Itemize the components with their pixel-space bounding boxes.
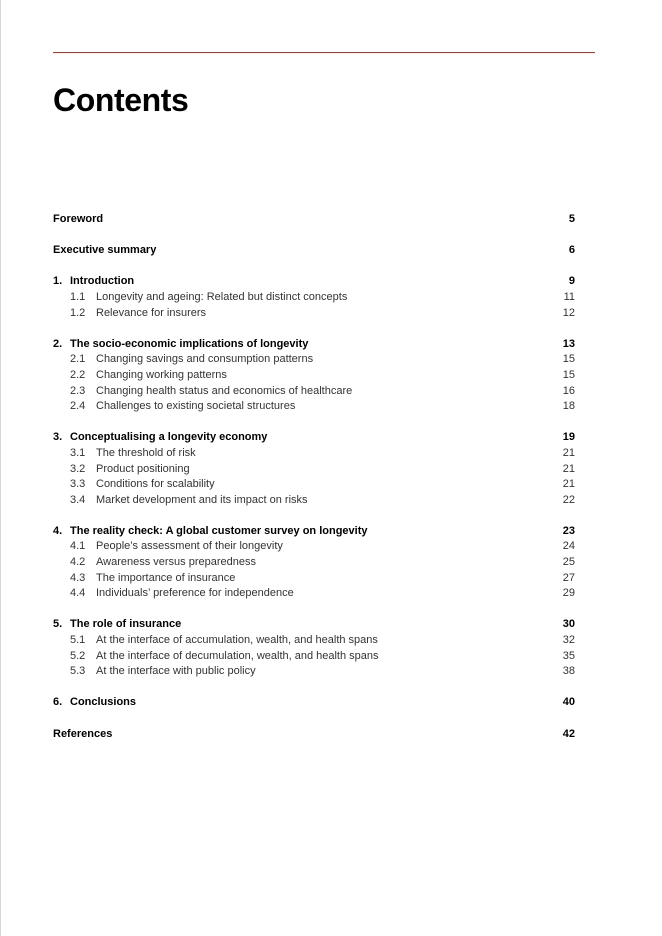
toc-entry-foreword[interactable] — [53, 212, 575, 228]
toc-section-label: Conclusions — [70, 696, 137, 709]
toc-subsection-label: People’s assessment of their longevity — [96, 540, 283, 553]
toc-subsection-1-1[interactable] — [53, 290, 575, 306]
toc-subsection-5-1[interactable] — [53, 633, 575, 649]
toc-subsection-label: Changing health status and economics of healthcare — [96, 384, 353, 397]
toc-page-number: 27 — [562, 571, 575, 584]
toc-page-number: 21 — [562, 478, 575, 491]
toc-subsection-number: 2.4 — [70, 400, 86, 413]
toc-subsection-label: Changing savings and consumption patterns — [96, 353, 314, 366]
toc-section-number: 1. — [53, 275, 63, 288]
toc-page-number: 21 — [562, 462, 575, 475]
toc-subsection-4-3[interactable] — [53, 571, 575, 587]
toc-subsection-2-4[interactable] — [53, 399, 575, 415]
toc-subsection-number: 2.2 — [70, 368, 86, 381]
toc-subsection-label: At the interface of decumulation, wealth, and health spans — [96, 649, 379, 662]
toc-page-number: 30 — [562, 618, 575, 631]
toc-page-number: 5 — [568, 213, 575, 225]
toc-page-number: 23 — [562, 524, 575, 537]
toc-subsection-3-3[interactable] — [53, 477, 575, 493]
toc-section-2[interactable] — [53, 337, 575, 353]
toc-page-number: 32 — [562, 634, 575, 647]
page-title: Contents — [53, 82, 189, 118]
toc-subsection-number: 4.2 — [70, 556, 86, 569]
toc-subsection-number: 3.1 — [70, 446, 86, 459]
toc-subsection-label: Market development and its impact on risks — [96, 493, 308, 506]
toc-section-3[interactable] — [53, 430, 575, 446]
toc-entry-executive-summary[interactable] — [53, 243, 575, 259]
toc-subsection-label: Challenges to existing societal structures — [96, 400, 296, 413]
toc-subsection-number: 5.3 — [70, 665, 86, 678]
toc-page-number: 24 — [562, 540, 575, 553]
toc-subsection-3-2[interactable] — [53, 462, 575, 478]
toc-subsection-number: 5.1 — [70, 634, 86, 647]
toc-subsection-number: 3.2 — [70, 462, 86, 475]
toc-subsection-number: 1.1 — [70, 290, 86, 303]
toc-subsection-label: Changing working patterns — [96, 368, 227, 381]
toc-page-number: 38 — [562, 665, 575, 678]
toc-section-number: 5. — [53, 618, 63, 631]
toc-page-number: 40 — [562, 696, 575, 709]
toc-subsection-4-1[interactable] — [53, 539, 575, 555]
toc-subsection-label: The threshold of risk — [96, 446, 196, 459]
toc-subsection-2-3[interactable] — [53, 384, 575, 400]
toc-section-number: 2. — [53, 337, 63, 350]
table-of-contents — [53, 212, 575, 742]
toc-subsection-label: At the interface of accumulation, wealth, and health spans — [96, 634, 378, 647]
toc-page-number: 42 — [562, 727, 575, 740]
toc-page-number: 9 — [568, 275, 575, 288]
toc-subsection-2-1[interactable] — [53, 352, 575, 368]
toc-page-number: 12 — [562, 306, 575, 319]
toc-section-5[interactable] — [53, 617, 575, 633]
toc-subsection-label: The importance of insurance — [96, 571, 236, 584]
toc-section-label: Introduction — [70, 275, 135, 288]
toc-subsection-4-2[interactable] — [53, 555, 575, 571]
toc-section-label: The socio-economic implications of longevity — [70, 337, 309, 350]
toc-subsection-label: Awareness versus preparedness — [96, 556, 256, 569]
toc-entry-label: Foreword — [53, 213, 104, 225]
toc-subsection-3-1[interactable] — [53, 446, 575, 462]
toc-entry-label: References — [53, 727, 113, 740]
toc-page-number: 22 — [562, 493, 575, 506]
toc-subsection-label: Product positioning — [96, 462, 190, 475]
toc-subsection-5-3[interactable] — [53, 664, 575, 680]
toc-section-4[interactable] — [53, 524, 575, 540]
toc-subsection-label: At the interface with public policy — [96, 665, 256, 678]
top-rule — [53, 52, 595, 53]
toc-section-label: The role of insurance — [70, 618, 182, 631]
toc-subsection-number: 4.4 — [70, 587, 86, 600]
toc-subsection-number: 2.1 — [70, 353, 86, 366]
toc-subsection-number: 4.3 — [70, 571, 86, 584]
toc-page-number: 29 — [562, 587, 575, 600]
toc-page-number: 25 — [562, 556, 575, 569]
toc-subsection-number: 3.3 — [70, 478, 86, 491]
toc-section-number: 3. — [53, 431, 63, 444]
toc-section-number: 4. — [53, 524, 63, 537]
toc-subsection-label: Longevity and ageing: Related but distinct concepts — [96, 290, 348, 303]
toc-page-number: 15 — [562, 368, 575, 381]
toc-subsection-number: 1.2 — [70, 306, 86, 319]
page-edge — [0, 0, 1, 936]
toc-page-number: 35 — [562, 649, 575, 662]
toc-section-label: Conceptualising a longevity economy — [70, 431, 268, 444]
toc-subsection-5-2[interactable] — [53, 649, 575, 665]
toc-subsection-2-2[interactable] — [53, 368, 575, 384]
toc-page-number: 16 — [562, 384, 575, 397]
toc-subsection-4-4[interactable] — [53, 586, 575, 602]
toc-page-number: 19 — [562, 431, 575, 444]
toc-page-number: 21 — [562, 446, 575, 459]
toc-subsection-number: 4.1 — [70, 540, 86, 553]
toc-section-label: The reality check: A global customer survey on longevity — [70, 524, 368, 537]
toc-section-6[interactable] — [53, 695, 575, 711]
toc-subsection-number: 5.2 — [70, 649, 86, 662]
toc-page-number: 15 — [562, 353, 575, 366]
toc-subsection-number: 3.4 — [70, 493, 86, 506]
toc-section-number: 6. — [53, 696, 63, 709]
toc-page-number: 11 — [563, 290, 575, 303]
toc-entry-label: Executive summary — [53, 244, 157, 257]
toc-page-number: 6 — [568, 244, 575, 257]
toc-subsection-label: Relevance for insurers — [96, 306, 207, 319]
toc-section-1[interactable] — [53, 274, 575, 290]
toc-page-number: 13 — [562, 337, 575, 350]
toc-subsection-label: Conditions for scalability — [96, 478, 215, 491]
toc-subsection-3-4[interactable] — [53, 493, 575, 509]
toc-page-number: 18 — [562, 400, 575, 413]
toc-subsection-1-2[interactable] — [53, 306, 575, 322]
toc-subsection-number: 2.3 — [70, 384, 86, 397]
toc-subsection-label: Individuals’ preference for independence — [96, 587, 294, 600]
toc-entry-references[interactable] — [53, 727, 575, 743]
